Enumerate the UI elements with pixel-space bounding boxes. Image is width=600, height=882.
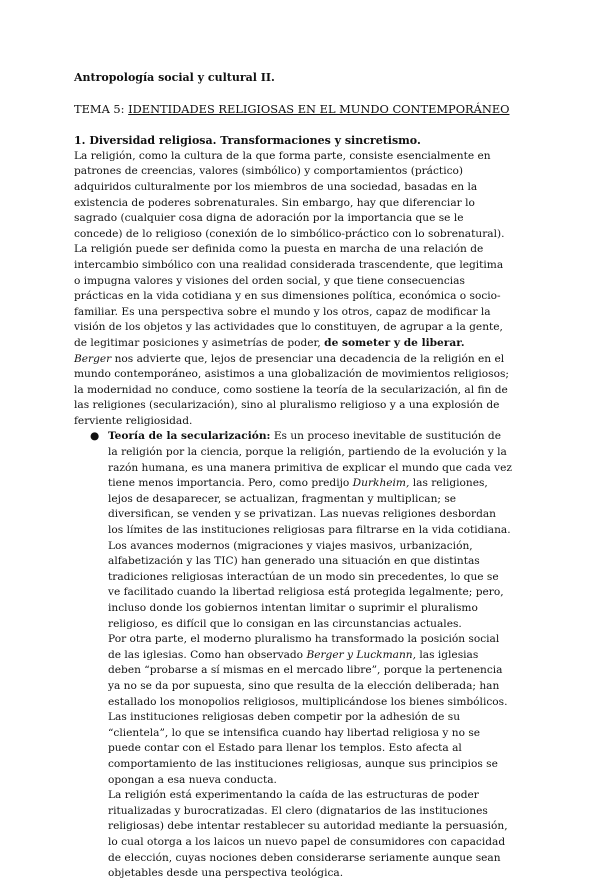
paragraph-bold-phrase: de someter y de liberar. [324, 336, 465, 349]
author-durkheim: Durkheim, [352, 477, 410, 490]
bullet-text-b: las religiones, lejos de desaparecer, se actualizan, fragmentan y multiplican; se diversifican, se venden y se privatizan. Las nuevas religiones desbordan los límites de las instituciones religiosas para filtrarse en la vida cotidiana. Los avances modernos (migraciones y viajes masivos, urbanización, alfabetización y las TIC) han generado una situación en que distintas tradiciones religiosas interactúan de un modo sin precedentes, lo que se ve facilitado cuando la libertad religiosa está protegida legalmente; pero, incluso donde los gobiernos intentan limitar o suprimir el pluralismo religioso, es difícil que lo consigan en las circunstancias actuales. [108, 477, 511, 630]
paragraph-text: La religión puede ser definida como la puesta en marcha de una relación de intercambio simbólico con una realidad considerada trascendente, que legitima o impugna valores y visiones del orden social, y que tiene consecuencias prácticas en la vida cotidiana y en sus dimensiones política, económica o socio-familiar. Es una perspectiva sobre el mundo y los otros, capaz de modificar la visión de los objetos y las actividades que lo constituyen, de agrupar a la gente, de legitimar posiciones y asimetrías de poder, [74, 243, 504, 349]
paragraph-religion-exchange [74, 242, 512, 351]
bullet-heading: Teoría de la secularización: [108, 430, 271, 443]
paragraph-religion-definition: La religión, como la cultura de la que forma parte, consiste esencialmente en patrones de creencias, valores (simbólico) y comportamientos (práctico) adquiridos culturalmente por los miembros de una sociedad, basadas en la existencia de poderes sobrenaturales. Sin embargo, hay que diferenciar lo sagrado (cualquier cosa digna de adoración por la importancia que se le concede) de lo religioso (conexión de lo simbólico-práctico con lo sobrenatural). [74, 149, 505, 240]
bullet-text-b: las iglesias deben “probarse a sí mismas en el mercado libre”, porque la pertenencia ya no se da por supuesta, sino que resulta de la elección deliberada; han estallado los monopolios religiosos, multiplicándose los bienes simbólicos. Las instituciones religiosas deben competir por la adhesión de su “clientela”, lo que se intensifica cuando hay libertad religiosa y no se puede contar con el Estado para llenar los templos. Esto afecta al comportamiento de las instituciones religiosas, aunque sus principios se opongan a esa nueva conducta. [108, 648, 508, 786]
bullet-text-a: Es un proceso inevitable de sustitución de la religión por la ciencia, porque la religión, partiendo de la evolución y la razón humana, es una manera primitiva de explicar el mundo que cada vez tiene menos importancia. Pero, como predijo [108, 430, 512, 490]
paragraph-berger [74, 352, 512, 430]
bullet-paragraph-3: La religión está experimentando la caída de las estructuras de poder ritualizadas y burocratizadas. El clero (dignatarios de las instituciones religiosas) debe intentar restablecer su autoridad mediante la persuasión, lo cual otorga a los laicos un nuevo papel de consumidores con capacidad de elección, cuyas nociones deben considerarse seriamente aunque sean objetables desde una perspectiva teológica. [108, 789, 508, 880]
list-item [90, 429, 512, 881]
tema-prefix: TEMA 5: [74, 101, 125, 116]
course-title: Antropología social y cultural II. [74, 71, 275, 84]
bullet-text-a: Por otra parte, el moderno pluralismo ha transformado la posición social de las iglesias. Como han observado [108, 633, 500, 661]
author-berger-luckmann: Berger y Luckmann, [306, 648, 416, 661]
author-berger: Berger [74, 352, 112, 365]
bullet-paragraph-2 [108, 632, 512, 788]
bullet-list [74, 429, 512, 881]
tema-title: IDENTIDADES RELIGIOSAS EN EL MUNDO CONTEMPORÁNEO [128, 101, 510, 116]
tema-heading [74, 102, 512, 118]
paragraph-text: nos advierte que, lejos de presenciar una decadencia de la religión en el mundo contemporáneo, asistimos a una globalización de movimientos religiosos; la modernidad no conduce, como sostiene la teoría de la secularización, al fin de las religiones (secularización), sino al pluralismo religioso y a una explosión de ferviente religiosidad. [74, 352, 509, 427]
bullet-paragraph-1 [108, 429, 512, 632]
section-heading: 1. Diversidad religiosa. Transformaciones y sincretismo. [74, 134, 421, 148]
bullet-icon: ● [90, 430, 100, 443]
